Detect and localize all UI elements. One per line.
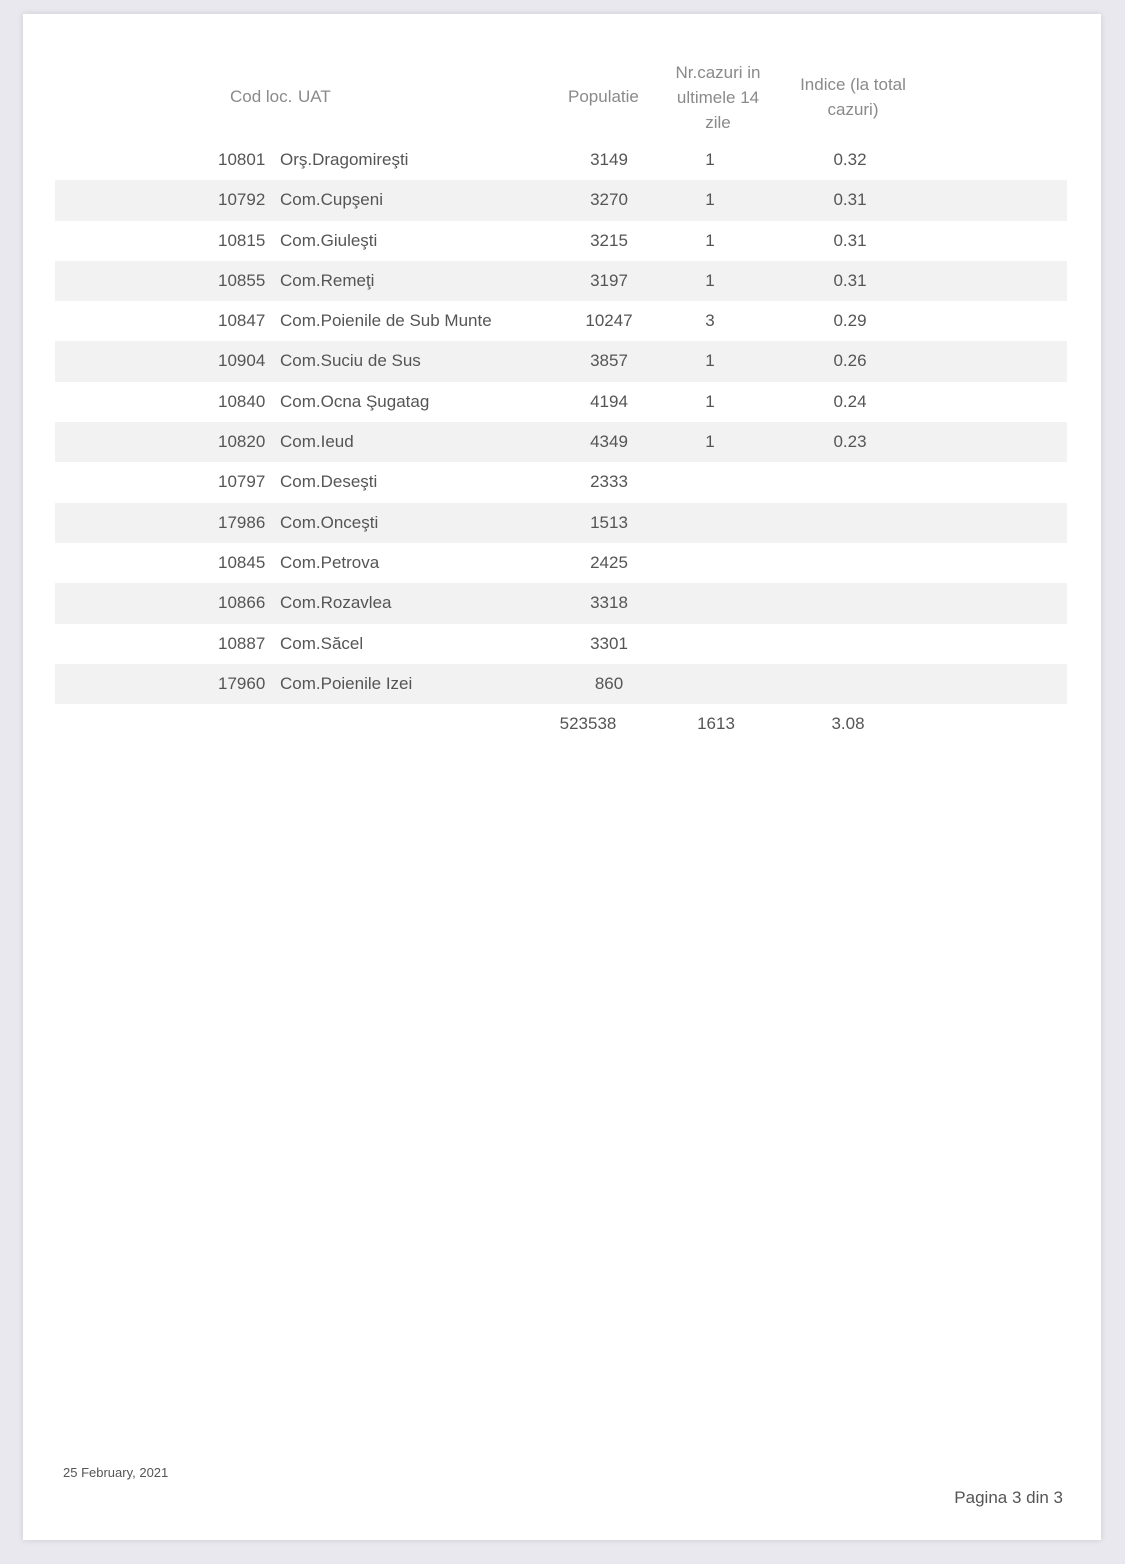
row-population: 3270 <box>590 190 628 210</box>
row-code: 10855 <box>218 270 266 290</box>
row-name: Orş.Dragomireşti <box>280 150 409 169</box>
row-code: 10820 <box>218 432 266 452</box>
row-name: Com.Deseşti <box>280 472 378 492</box>
row-population: 2425 <box>590 552 628 572</box>
table-row <box>55 624 1067 664</box>
row-index: 0.31 <box>833 230 867 250</box>
row-name: Com.Cupşeni <box>280 190 383 210</box>
row-code: 17986 <box>218 512 266 532</box>
row-population: 4194 <box>590 391 628 411</box>
row-code: 10801 <box>218 150 266 169</box>
row-code: 10792 <box>218 190 266 210</box>
table-row <box>55 664 1067 704</box>
row-index: 0.29 <box>833 311 867 331</box>
row-code: 10887 <box>218 633 266 653</box>
total-population: 523538 <box>559 714 617 733</box>
row-index: 0.31 <box>833 190 867 210</box>
row-index: 0.23 <box>833 432 867 452</box>
document-page <box>23 14 1101 1540</box>
footer-date: 25 February, 2021 <box>63 1465 169 1480</box>
row-population: 1513 <box>590 512 628 532</box>
row-population: 3149 <box>590 150 628 169</box>
row-name: Com.Ocna Şugatag <box>280 391 430 411</box>
table-row <box>55 221 1067 261</box>
row-name: Com.Suciu de Sus <box>280 351 421 371</box>
row-name: Com.Poienile Izei <box>280 673 413 693</box>
row-index: 0.32 <box>833 150 867 169</box>
row-index: 0.31 <box>833 270 867 290</box>
header-cases-line1: Nr.cazuri in <box>675 63 761 82</box>
page-number: Pagina 3 din 3 <box>954 1488 1063 1507</box>
row-code: 10904 <box>218 351 266 371</box>
row-code: 10840 <box>218 391 266 411</box>
header-populatie: Populatie <box>568 87 639 106</box>
header-index-line2: cazuri) <box>827 100 879 119</box>
table-row <box>55 180 1067 220</box>
row-index: 0.26 <box>833 351 867 371</box>
header-cases <box>663 60 773 135</box>
row-name: Com.Petrova <box>280 552 380 572</box>
table-body <box>55 140 1067 704</box>
row-cases: 1 <box>705 270 715 290</box>
row-population: 3857 <box>590 351 628 371</box>
row-code: 10797 <box>218 472 266 492</box>
row-population: 4349 <box>590 432 628 452</box>
row-population: 860 <box>594 673 624 693</box>
table-row <box>55 583 1067 623</box>
table-row <box>55 341 1067 381</box>
row-name: Com.Poienile de Sub Munte <box>280 311 492 331</box>
row-population: 3197 <box>590 270 628 290</box>
table-row <box>55 543 1067 583</box>
table-row <box>55 462 1067 502</box>
row-cases: 1 <box>705 190 715 210</box>
row-code: 17960 <box>218 673 266 693</box>
row-population: 2333 <box>590 472 628 492</box>
row-population: 3301 <box>590 633 628 653</box>
table-row <box>55 140 1067 180</box>
row-population: 3215 <box>590 230 628 250</box>
table-row <box>55 503 1067 543</box>
row-name: Com.Remeţi <box>280 270 375 290</box>
table-row <box>55 301 1067 341</box>
row-code: 10815 <box>218 230 266 250</box>
row-name: Com.Giuleşti <box>280 230 378 250</box>
header-cod: Cod loc. <box>230 87 293 106</box>
row-cases: 1 <box>705 391 715 411</box>
table-row <box>55 261 1067 301</box>
total-cases: 1613 <box>697 714 735 733</box>
row-cases: 3 <box>705 311 715 331</box>
row-cases: 1 <box>705 230 715 250</box>
header-uat: UAT <box>298 87 331 106</box>
row-name: Com.Rozavlea <box>280 593 392 613</box>
row-cases: 1 <box>705 150 715 169</box>
table-row <box>55 422 1067 462</box>
row-code: 10866 <box>218 593 266 613</box>
table-row <box>55 382 1067 422</box>
row-index: 0.24 <box>833 391 867 411</box>
row-code: 10847 <box>218 311 266 331</box>
header-cases-line3: zile <box>705 113 731 132</box>
row-name: Com.Ieud <box>280 432 354 452</box>
row-code: 10845 <box>218 552 266 572</box>
header-index <box>783 72 923 122</box>
row-population: 10247 <box>585 311 633 331</box>
row-name: Com.Săcel <box>280 633 364 653</box>
row-population: 3318 <box>590 593 628 613</box>
total-index: 3.08 <box>831 714 865 733</box>
header-cases-line2: ultimele 14 <box>676 88 760 107</box>
header-index-line1: Indice (la total <box>800 75 906 94</box>
row-name: Com.Onceşti <box>280 512 379 532</box>
row-cases: 1 <box>705 351 715 371</box>
row-cases: 1 <box>705 432 715 452</box>
